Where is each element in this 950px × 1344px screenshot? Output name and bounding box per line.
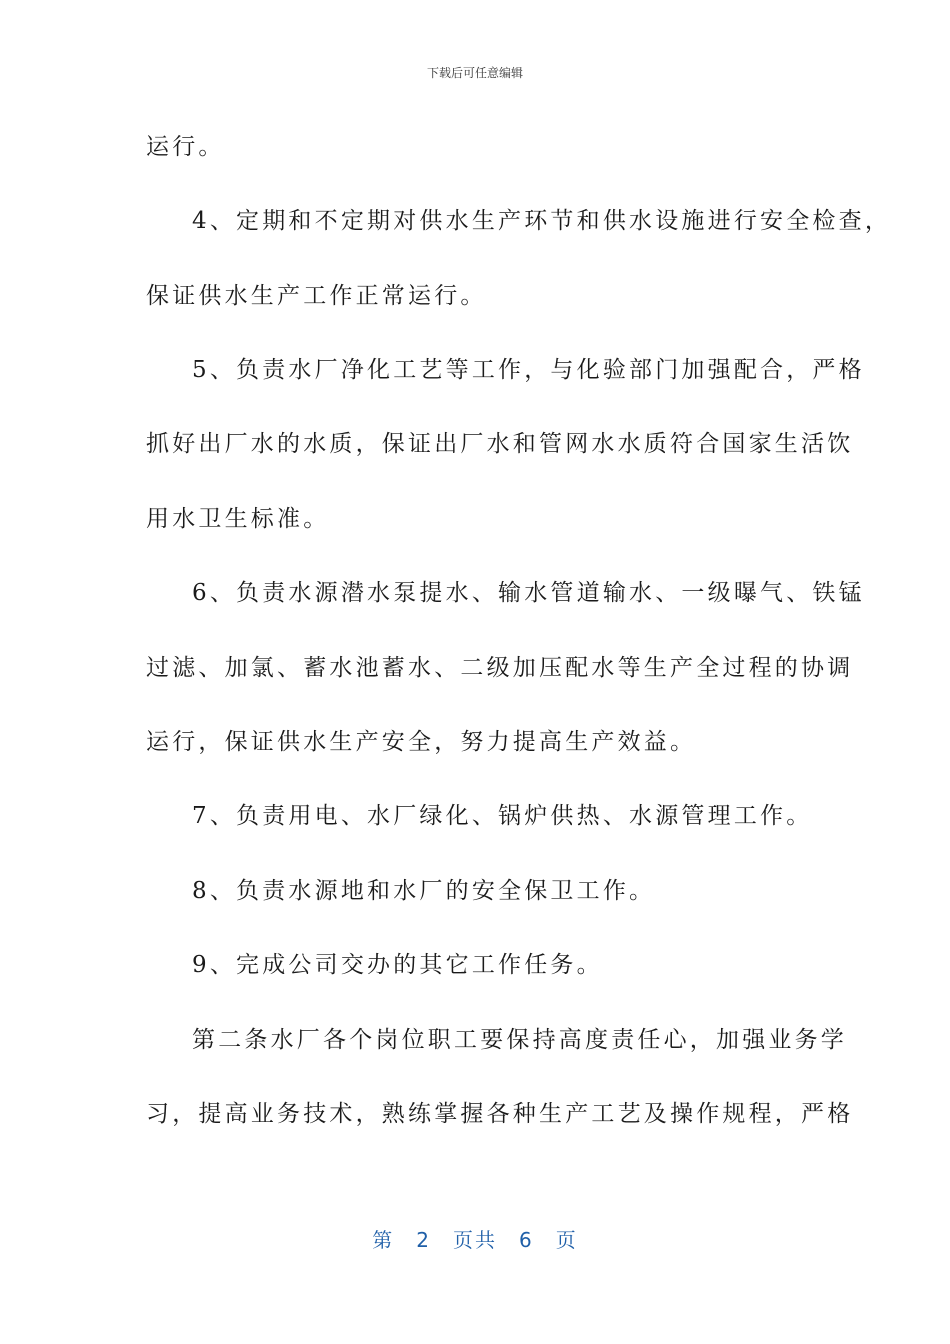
text-line: 第二条水厂各个岗位职工要保持高度责任心，加强业务学	[192, 1027, 847, 1053]
text-line: 习，提高业务技术，熟练掌握各种生产工艺及操作规程，严格	[146, 1101, 854, 1127]
text-line: 运行，保证供水生产安全，努力提高生产效益。	[146, 729, 697, 755]
page-header: 下载后可任意编辑	[426, 66, 523, 80]
footer-prefix: 第	[372, 1228, 395, 1252]
text-line: 8、负责水源地和水厂的安全保卫工作。	[192, 878, 656, 904]
footer-suffix: 页	[555, 1228, 578, 1252]
text-line: 6、负责水源潜水泵提水、输水管道输水、一级曝气、铁锰	[192, 580, 865, 606]
text-line: 9、完成公司交办的其它工作任务。	[192, 952, 603, 978]
total-page-number: 6	[519, 1228, 534, 1252]
text-line: 4、定期和不定期对供水生产环节和供水设施进行安全检查，	[192, 208, 892, 234]
footer-middle: 页共	[453, 1228, 497, 1252]
page-footer	[0, 1224, 950, 1253]
text-line: 保证供水生产工作正常运行。	[146, 283, 487, 309]
current-page-number: 2	[416, 1228, 431, 1252]
text-line: 抓好出厂水的水质，保证出厂水和管网水水质符合国家生活饮	[146, 431, 854, 457]
text-line: 5、负责水厂净化工艺等工作，与化验部门加强配合，严格	[192, 357, 865, 383]
text-line: 7、负责用电、水厂绿化、锅炉供热、水源管理工作。	[192, 803, 813, 829]
text-line: 用水卫生标准。	[146, 506, 330, 532]
text-line: 运行。	[146, 134, 225, 160]
text-line: 过滤、加氯、蓄水池蓄水、二级加压配水等生产全过程的协调	[146, 655, 854, 681]
